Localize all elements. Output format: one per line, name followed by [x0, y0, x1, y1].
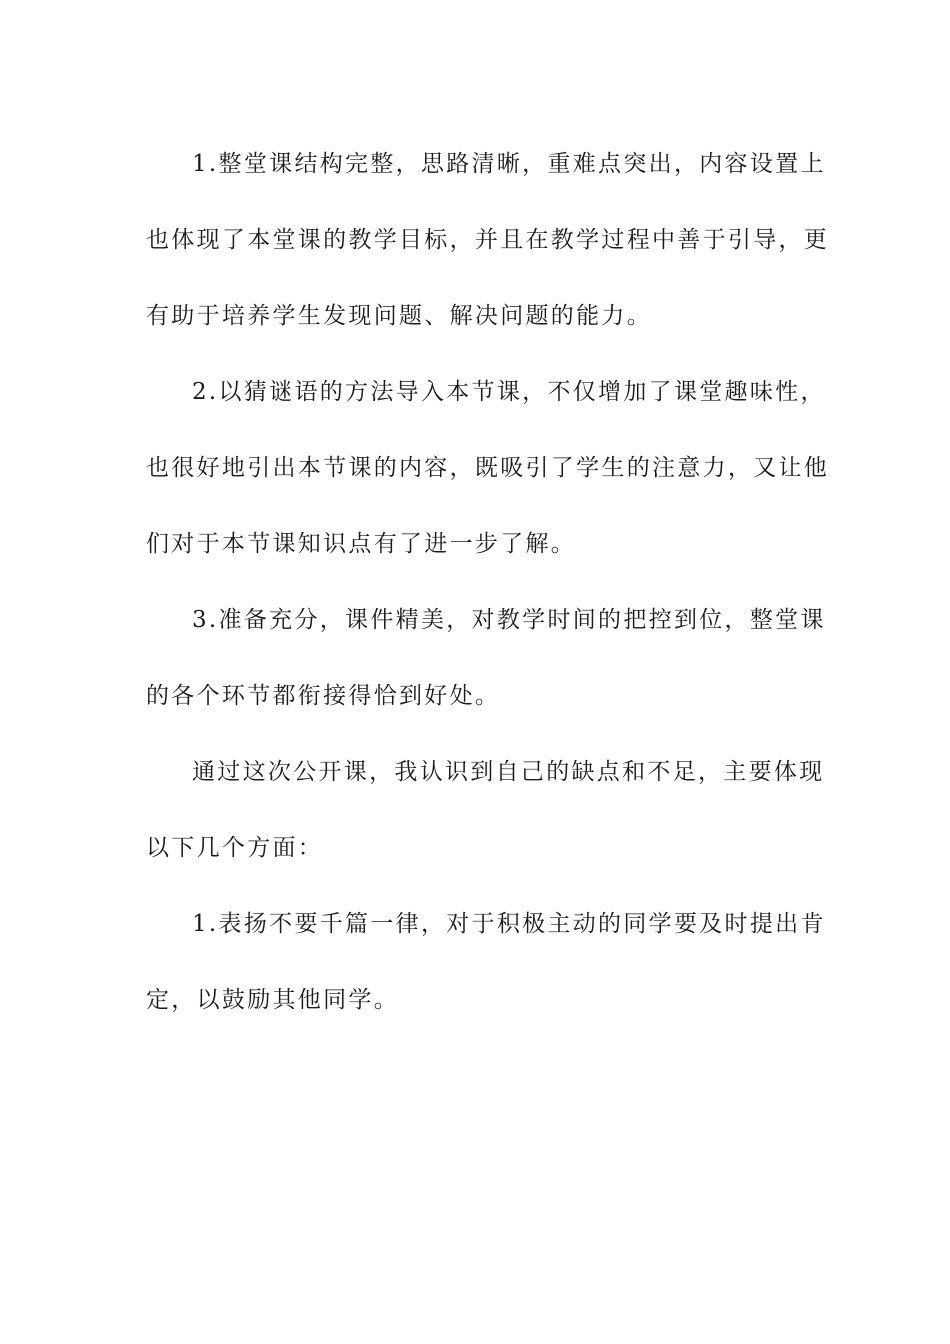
paragraph-2-line-3: 们对于本节课知识点有了进一步了解。: [146, 531, 577, 557]
paragraph-4-line-1: 通过这次公开课，我认识到自己的缺点和不足，主要体现: [192, 759, 825, 785]
paragraph-1-line-2: 也体现了本堂课的教学目标，并且在教学过程中善于引导，更: [146, 227, 830, 253]
paragraph-2-line-1: 2.以猜谜语的方法导入本节课，不仅增加了课堂趣味性，: [192, 379, 826, 405]
paragraph-2-line-2: 也很好地引出本节课的内容，既吸引了学生的注意力，又让他: [146, 455, 830, 481]
paragraph-4-line-2: 以下几个方面：: [146, 835, 324, 861]
paragraph-4: [146, 734, 825, 886]
paragraph-1-line-1: 1.整堂课结构完整，思路清晰，重难点突出，内容设置上: [192, 151, 826, 177]
paragraph-5-line-2: 定，以鼓励其他同学。: [146, 987, 399, 1013]
paragraph-2: [146, 354, 830, 582]
paragraph-5-line-1: 1.表扬不要千篇一律，对于积极主动的同学要及时提出肯: [192, 911, 826, 937]
paragraph-3-line-2: 的各个环节都衔接得恰到好处。: [146, 683, 501, 709]
paragraph-5: [146, 886, 826, 1038]
paragraph-1: [146, 126, 830, 354]
paragraph-3: [146, 582, 826, 734]
document-body: [146, 126, 830, 1038]
paragraph-3-line-1: 3.准备充分，课件精美，对教学时间的把控到位，整堂课: [192, 607, 826, 633]
paragraph-1-line-3: 有助于培养学生发现问题、解决问题的能力。: [146, 303, 652, 329]
